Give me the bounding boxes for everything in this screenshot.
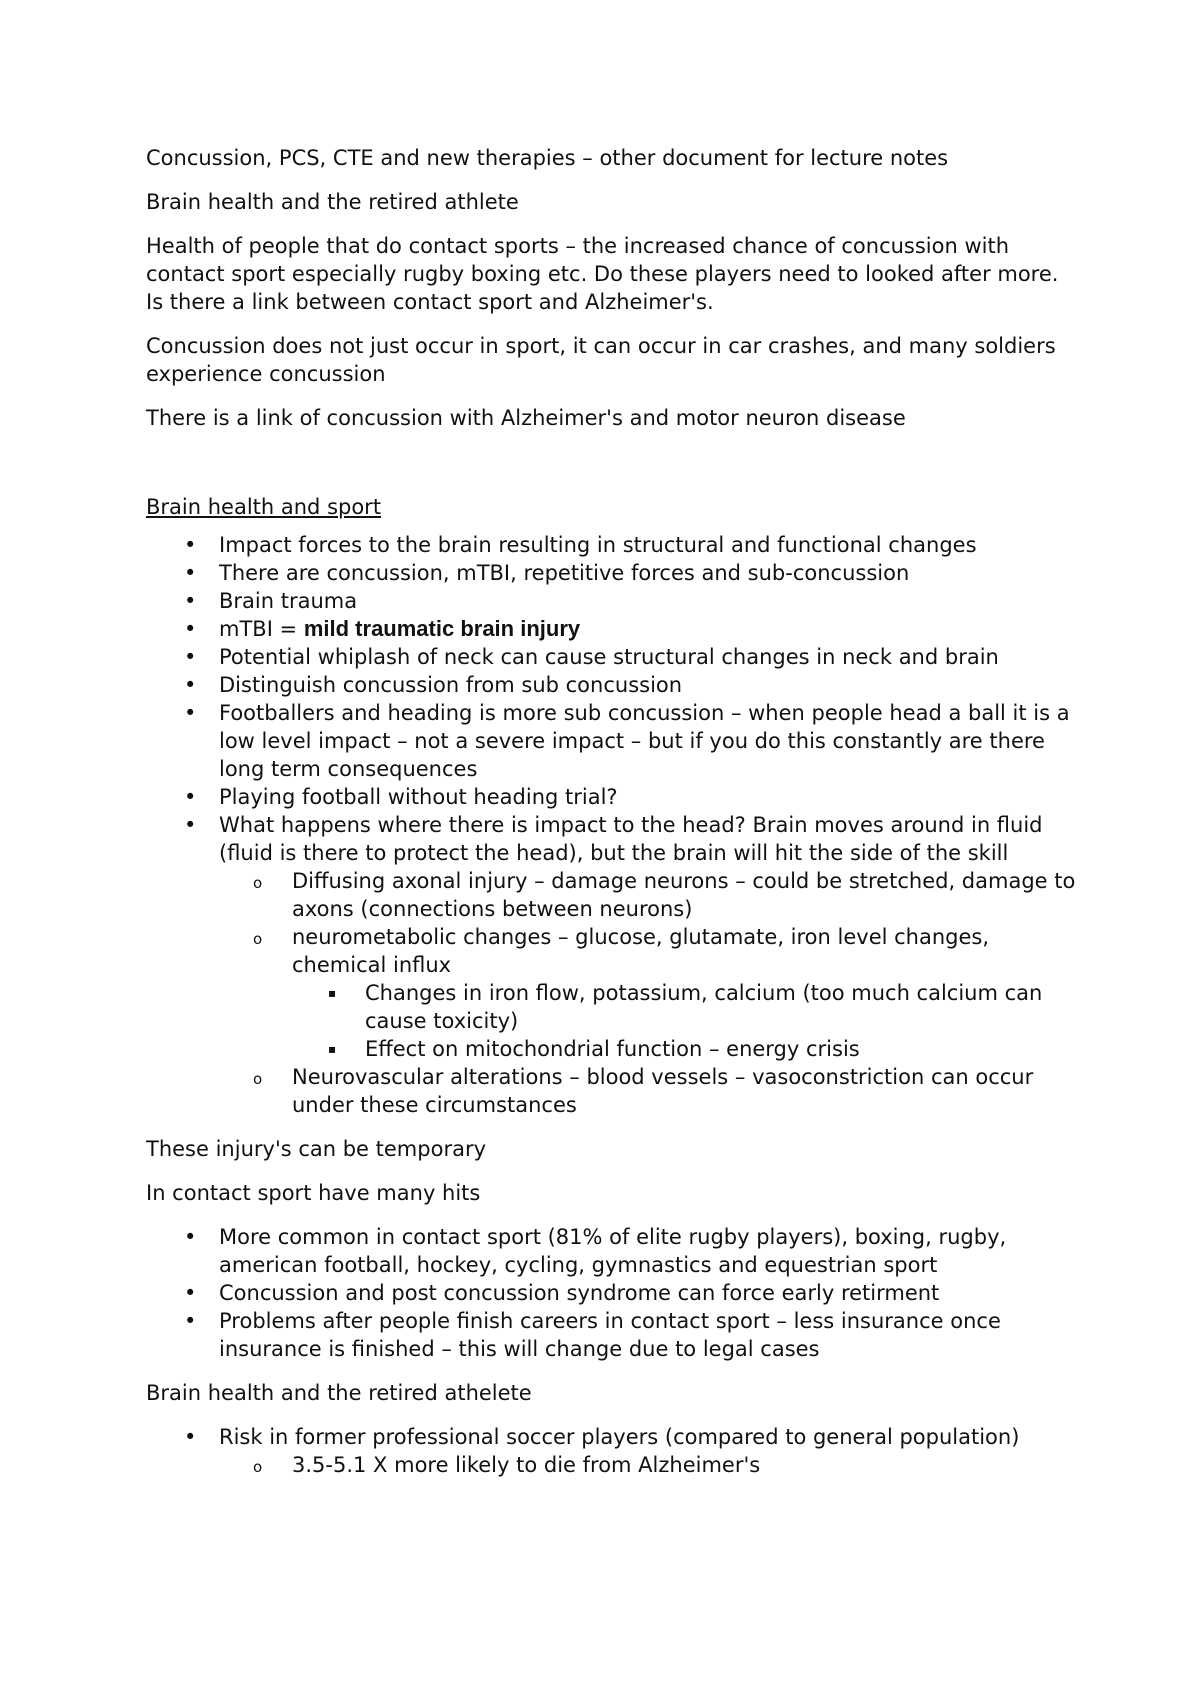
title-line: Concussion, PCS, CTE and new therapies – other document for lecture notes xyxy=(146,146,949,170)
list-item xyxy=(146,699,1076,783)
section-heading: Brain health and the retired athelete xyxy=(146,1381,532,1405)
sub-list xyxy=(219,867,1076,1119)
bullet-icon: • xyxy=(184,1425,197,1449)
bullet-icon: • xyxy=(184,813,197,837)
list-item xyxy=(146,643,1076,671)
list-item xyxy=(146,811,1076,1119)
bullet-icon: • xyxy=(184,701,197,725)
list-item-text: Risk in former professional soccer players (compared to general population) xyxy=(219,1425,1020,1449)
circle-bullet-icon: o xyxy=(253,1070,263,1088)
list-item-text: Playing football without heading trial? xyxy=(219,785,618,809)
bullet-icon: • xyxy=(184,1281,197,1305)
list-item-text: Footballers and heading is more sub concussion – when people head a ball it is a low level impact – not a severe impact – but if you do this constantly are there long term consequences xyxy=(219,701,1070,781)
bullet-icon: • xyxy=(184,673,197,697)
circle-bullet-icon: o xyxy=(253,874,263,892)
sub-list-item xyxy=(219,923,1076,1063)
sub-sub-list-item xyxy=(292,979,1076,1035)
list-item-text: There are concussion, mTBI, repetitive forces and sub-concussion xyxy=(219,561,910,585)
bullet-icon: • xyxy=(184,561,197,585)
list-item-text: Changes in iron flow, potassium, calcium (too much calcium can cause toxicity) xyxy=(365,981,1043,1033)
list-item xyxy=(146,1423,1076,1479)
bullet-icon: • xyxy=(184,617,197,641)
list-item xyxy=(146,783,1076,811)
bullet-list xyxy=(146,531,1076,1119)
list-item-text: Distinguish concussion from sub concussion xyxy=(219,673,683,697)
list-item xyxy=(146,587,1076,615)
subtitle-line: Brain health and the retired athlete xyxy=(146,190,519,214)
paragraph: In contact sport have many hits xyxy=(146,1181,481,1205)
spacer xyxy=(146,448,1076,493)
section-heading: Brain health and sport xyxy=(146,495,382,519)
sub-sub-list-item xyxy=(292,1035,1076,1063)
sub-sub-list xyxy=(292,979,1076,1063)
list-item-text: Potential whiplash of neck can cause structural changes in neck and brain xyxy=(219,645,999,669)
list-item xyxy=(146,1223,1076,1279)
sub-list-item xyxy=(219,1063,1076,1119)
list-item-text: Brain trauma xyxy=(219,589,358,613)
paragraph: Concussion does not just occur in sport, it can occur in car crashes, and many soldiers experience concussion xyxy=(146,334,1056,386)
list-item-text: Neurovascular alterations – blood vessels – vasoconstriction can occur under these circumstances xyxy=(292,1065,1034,1117)
bullet-icon: • xyxy=(184,1225,197,1249)
bullet-icon: • xyxy=(184,785,197,809)
list-item xyxy=(146,531,1076,559)
list-item-text: mTBI = xyxy=(219,617,304,641)
paragraph: There is a link of concussion with Alzheimer's and motor neuron disease xyxy=(146,406,906,430)
list-item-text: Diffusing axonal injury – damage neurons – could be stretched, damage to axons (connections between neurons) xyxy=(292,869,1076,921)
bullet-icon: • xyxy=(184,589,197,613)
bullet-list xyxy=(146,1423,1076,1479)
paragraph: Health of people that do contact sports – the increased chance of concussion with contact sport especially rugby boxing etc. Do these players need to looked after more. Is there a link between contact sport and Alzheimer's. xyxy=(146,234,1059,314)
list-item xyxy=(146,671,1076,699)
sub-list xyxy=(219,1451,1076,1479)
list-item-text: Impact forces to the brain resulting in structural and functional changes xyxy=(219,533,977,557)
bullet-icon: • xyxy=(184,645,197,669)
bullet-list xyxy=(146,1223,1076,1363)
list-item-text: More common in contact sport (81% of elite rugby players), boxing, rugby, american football, hockey, cycling, gymnastics and equestrian sport xyxy=(219,1225,1007,1277)
square-bullet-icon: ▪ xyxy=(328,1042,337,1056)
list-item xyxy=(146,1279,1076,1307)
paragraph: These injury's can be temporary xyxy=(146,1137,487,1161)
sub-list-item xyxy=(219,1451,1076,1479)
document-body xyxy=(146,144,1076,1495)
list-item-text: Effect on mitochondrial function – energy crisis xyxy=(365,1037,860,1061)
list-item xyxy=(146,1307,1076,1363)
list-item xyxy=(146,559,1076,587)
circle-bullet-icon: o xyxy=(253,1458,263,1476)
bullet-icon: • xyxy=(184,1309,197,1333)
bold-term: mild traumatic brain injury xyxy=(303,616,581,641)
sub-list-item xyxy=(219,867,1076,923)
list-item-text: Problems after people finish careers in contact sport – less insurance once insurance is finished – this will change due to legal cases xyxy=(219,1309,1001,1361)
list-item-text: neurometabolic changes – glucose, glutamate, iron level changes, chemical influx xyxy=(292,925,990,977)
square-bullet-icon: ▪ xyxy=(328,986,337,1000)
list-item-text: What happens where there is impact to the head? Brain moves around in fluid (fluid is there to protect the head), but the brain will hit the side of the skill xyxy=(219,813,1043,865)
bullet-icon: • xyxy=(184,533,197,557)
list-item-text: Concussion and post concussion syndrome can force early retirment xyxy=(219,1281,940,1305)
list-item-text: 3.5-5.1 X more likely to die from Alzheimer's xyxy=(292,1453,761,1477)
circle-bullet-icon: o xyxy=(253,930,263,948)
list-item xyxy=(146,615,1076,643)
